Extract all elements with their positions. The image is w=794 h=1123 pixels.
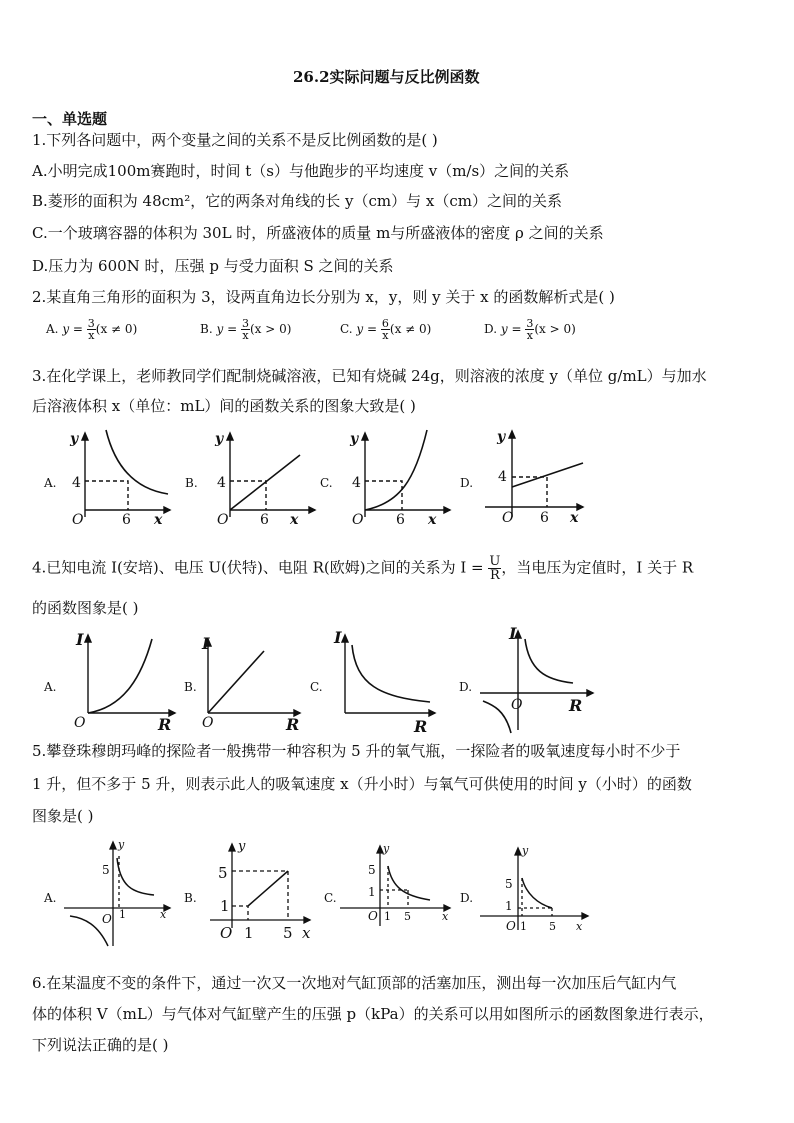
q3-label-c: C.	[320, 476, 333, 490]
q2-stem: 2.某直角三角形的面积为 3，设两直角边长分别为 x，y，则 y 关于 x 的函数解析式是( )	[32, 288, 615, 306]
q5-label-d: D.	[460, 891, 474, 905]
q4-graph-b	[184, 634, 300, 734]
q3-graph-d	[460, 429, 583, 526]
svg-text:x: x	[576, 920, 583, 933]
q4-graph-d	[459, 625, 593, 733]
q1-stem: 1.下列各问题中，两个变量之间的关系不是反比例函数的是( )	[32, 131, 438, 149]
svg-text:x: x	[570, 510, 579, 526]
svg-text:4: 4	[352, 475, 361, 491]
q2-option-c: C. y = $\frac{6}{x}$ (x ≠ 0)	[340, 317, 432, 342]
q5-graphs	[40, 838, 600, 948]
q5-graph-a	[43, 838, 170, 946]
svg-text:I: I	[76, 630, 84, 649]
svg-text:1: 1	[520, 920, 527, 933]
svg-text:O: O	[506, 919, 516, 933]
q6-stem-line2: 体的体积 V（mL）与气体对气缸壁产生的压强 p（kPa）的关系可以用如图所示的函数图象进行表示，	[32, 1005, 714, 1023]
svg-text:5: 5	[218, 864, 228, 882]
svg-text:y: y	[497, 429, 506, 445]
svg-text:4: 4	[217, 475, 226, 491]
svg-text:5: 5	[505, 877, 513, 891]
svg-text:4: 4	[72, 475, 81, 491]
page-title: 26.2实际问题与反比例函数	[293, 68, 480, 86]
q3-graph-b	[185, 431, 315, 528]
svg-text:I: I	[334, 628, 342, 647]
q3-graph-a	[43, 430, 170, 528]
q5-label-b: B.	[184, 891, 197, 905]
svg-text:5: 5	[404, 910, 411, 923]
q5-stem-line1: 5.攀登珠穆朗玛峰的探险者一般携带一种容积为 5 升的氧气瓶，一探险者的吸氧速度每小时不少于	[32, 742, 681, 760]
svg-text:R: R	[286, 715, 300, 734]
svg-text:O: O	[368, 909, 378, 923]
svg-text:O: O	[217, 512, 229, 528]
svg-text:y: y	[118, 838, 125, 851]
svg-text:R: R	[569, 696, 583, 715]
svg-text:6: 6	[122, 512, 131, 528]
svg-text:x: x	[160, 908, 167, 921]
q1-option-a: A.小明完成100m赛跑时，时间 t（s）与他跑步的平均速度 v（m/s）之间的关系	[32, 162, 570, 180]
svg-text:O: O	[102, 912, 112, 926]
q4-stem-line1: 4.已知电流 I(安培)、电压 U(伏特)、电阻 R(欧姆)之间的关系为 I = $\frac{U}{R}$ ，当电压为定值时，I 关于 R	[32, 554, 694, 583]
svg-text:x: x	[428, 512, 437, 528]
svg-text:1: 1	[368, 885, 376, 899]
svg-text:y: y	[70, 431, 79, 447]
svg-text:O: O	[352, 512, 364, 528]
svg-text:x: x	[302, 924, 311, 942]
svg-text:1: 1	[505, 899, 513, 913]
q1-option-d: D.压力为 600N 时，压强 p 与受力面积 S 之间的关系	[32, 257, 394, 275]
svg-text:6: 6	[396, 512, 405, 528]
svg-text:O: O	[74, 715, 86, 731]
q3-label-d: D.	[460, 476, 474, 490]
q2-option-a: A. y = $\frac{3}{x}$ (x ≠ 0)	[46, 317, 138, 342]
q4-graph-c	[310, 628, 435, 736]
svg-text:O: O	[72, 512, 84, 528]
svg-text:x: x	[290, 512, 299, 528]
svg-text:1: 1	[119, 908, 126, 921]
svg-text:I: I	[202, 634, 210, 653]
q4-label-d: D.	[459, 680, 473, 694]
q3-stem-line2: 后溶液体积 x（单位：mL）间的函数关系的图象大致是( )	[32, 397, 416, 415]
q4-label-a: A.	[44, 680, 57, 694]
q4-graph-a	[43, 630, 175, 734]
svg-text:I: I	[509, 625, 517, 643]
svg-text:5: 5	[102, 863, 110, 877]
q5-label-c: C.	[324, 891, 337, 905]
svg-text:O: O	[220, 924, 233, 942]
q6-stem-line1: 6.在某温度不变的条件下，通过一次又一次地对气缸顶部的活塞加压，测出每一次加压后气缸内气	[32, 974, 677, 992]
svg-text:x: x	[442, 910, 449, 923]
svg-text:6: 6	[540, 510, 549, 526]
q3-stem-line1: 3.在化学课上，老师教同学们配制烧碱溶液，已知有烧碱 24g，则溶液的浓度 y（单位 g/mL）与加水	[32, 367, 707, 385]
q4-graphs	[40, 625, 600, 740]
svg-text:O: O	[511, 697, 523, 713]
svg-text:y: y	[350, 431, 359, 447]
q2-option-b: B. y = $\frac{3}{x}$ (x > 0)	[200, 317, 292, 342]
q1-option-b: B.菱形的面积为 48cm²，它的两条对角线的长 y（cm）与 x（cm）之间的关系	[32, 192, 563, 210]
svg-text:5: 5	[368, 863, 376, 877]
q3-graphs	[40, 425, 600, 535]
q4-label-b: B.	[184, 680, 197, 694]
svg-text:1: 1	[220, 897, 230, 915]
svg-text:5: 5	[283, 924, 293, 942]
svg-text:1: 1	[384, 910, 391, 923]
q4-stem-line2: 的函数图象是( )	[32, 599, 139, 617]
svg-text:O: O	[202, 715, 214, 731]
svg-text:y: y	[383, 842, 390, 855]
svg-text:5: 5	[549, 920, 556, 933]
q5-stem-line2: 1 升，但不多于 5 升，则表示此人的吸氧速度 x（升小时）与氧气可供使用的时间 y（小时）的函数	[32, 775, 692, 793]
svg-text:y: y	[215, 431, 224, 447]
svg-text:6: 6	[260, 512, 269, 528]
svg-text:4: 4	[498, 469, 507, 485]
q5-graph-c	[324, 842, 450, 926]
q2-option-d: D. y = $\frac{3}{x}$ (x > 0)	[484, 317, 576, 342]
svg-text:1: 1	[244, 924, 254, 942]
svg-text:R: R	[158, 715, 172, 734]
q5-label-a: A.	[44, 891, 57, 905]
svg-text:R: R	[414, 717, 428, 736]
svg-text:y: y	[238, 839, 246, 854]
q5-graph-d	[460, 844, 588, 933]
svg-text:x: x	[154, 512, 163, 528]
q3-label-b: B.	[185, 476, 198, 490]
q1-option-c: C.一个玻璃容器的体积为 30L 时，所盛液体的质量 m与所盛液体的密度 ρ 之间的关系	[32, 224, 604, 242]
svg-text:O: O	[502, 510, 514, 526]
section-heading: 一、单选题	[32, 110, 108, 128]
q3-label-a: A.	[44, 476, 57, 490]
q5-stem-line3: 图象是( )	[32, 807, 94, 825]
q3-graph-c	[320, 430, 450, 528]
svg-text:y: y	[522, 844, 529, 857]
q4-label-c: C.	[310, 680, 323, 694]
q5-graph-b	[184, 839, 311, 942]
q6-stem-line3: 下列说法正确的是( )	[32, 1036, 169, 1054]
